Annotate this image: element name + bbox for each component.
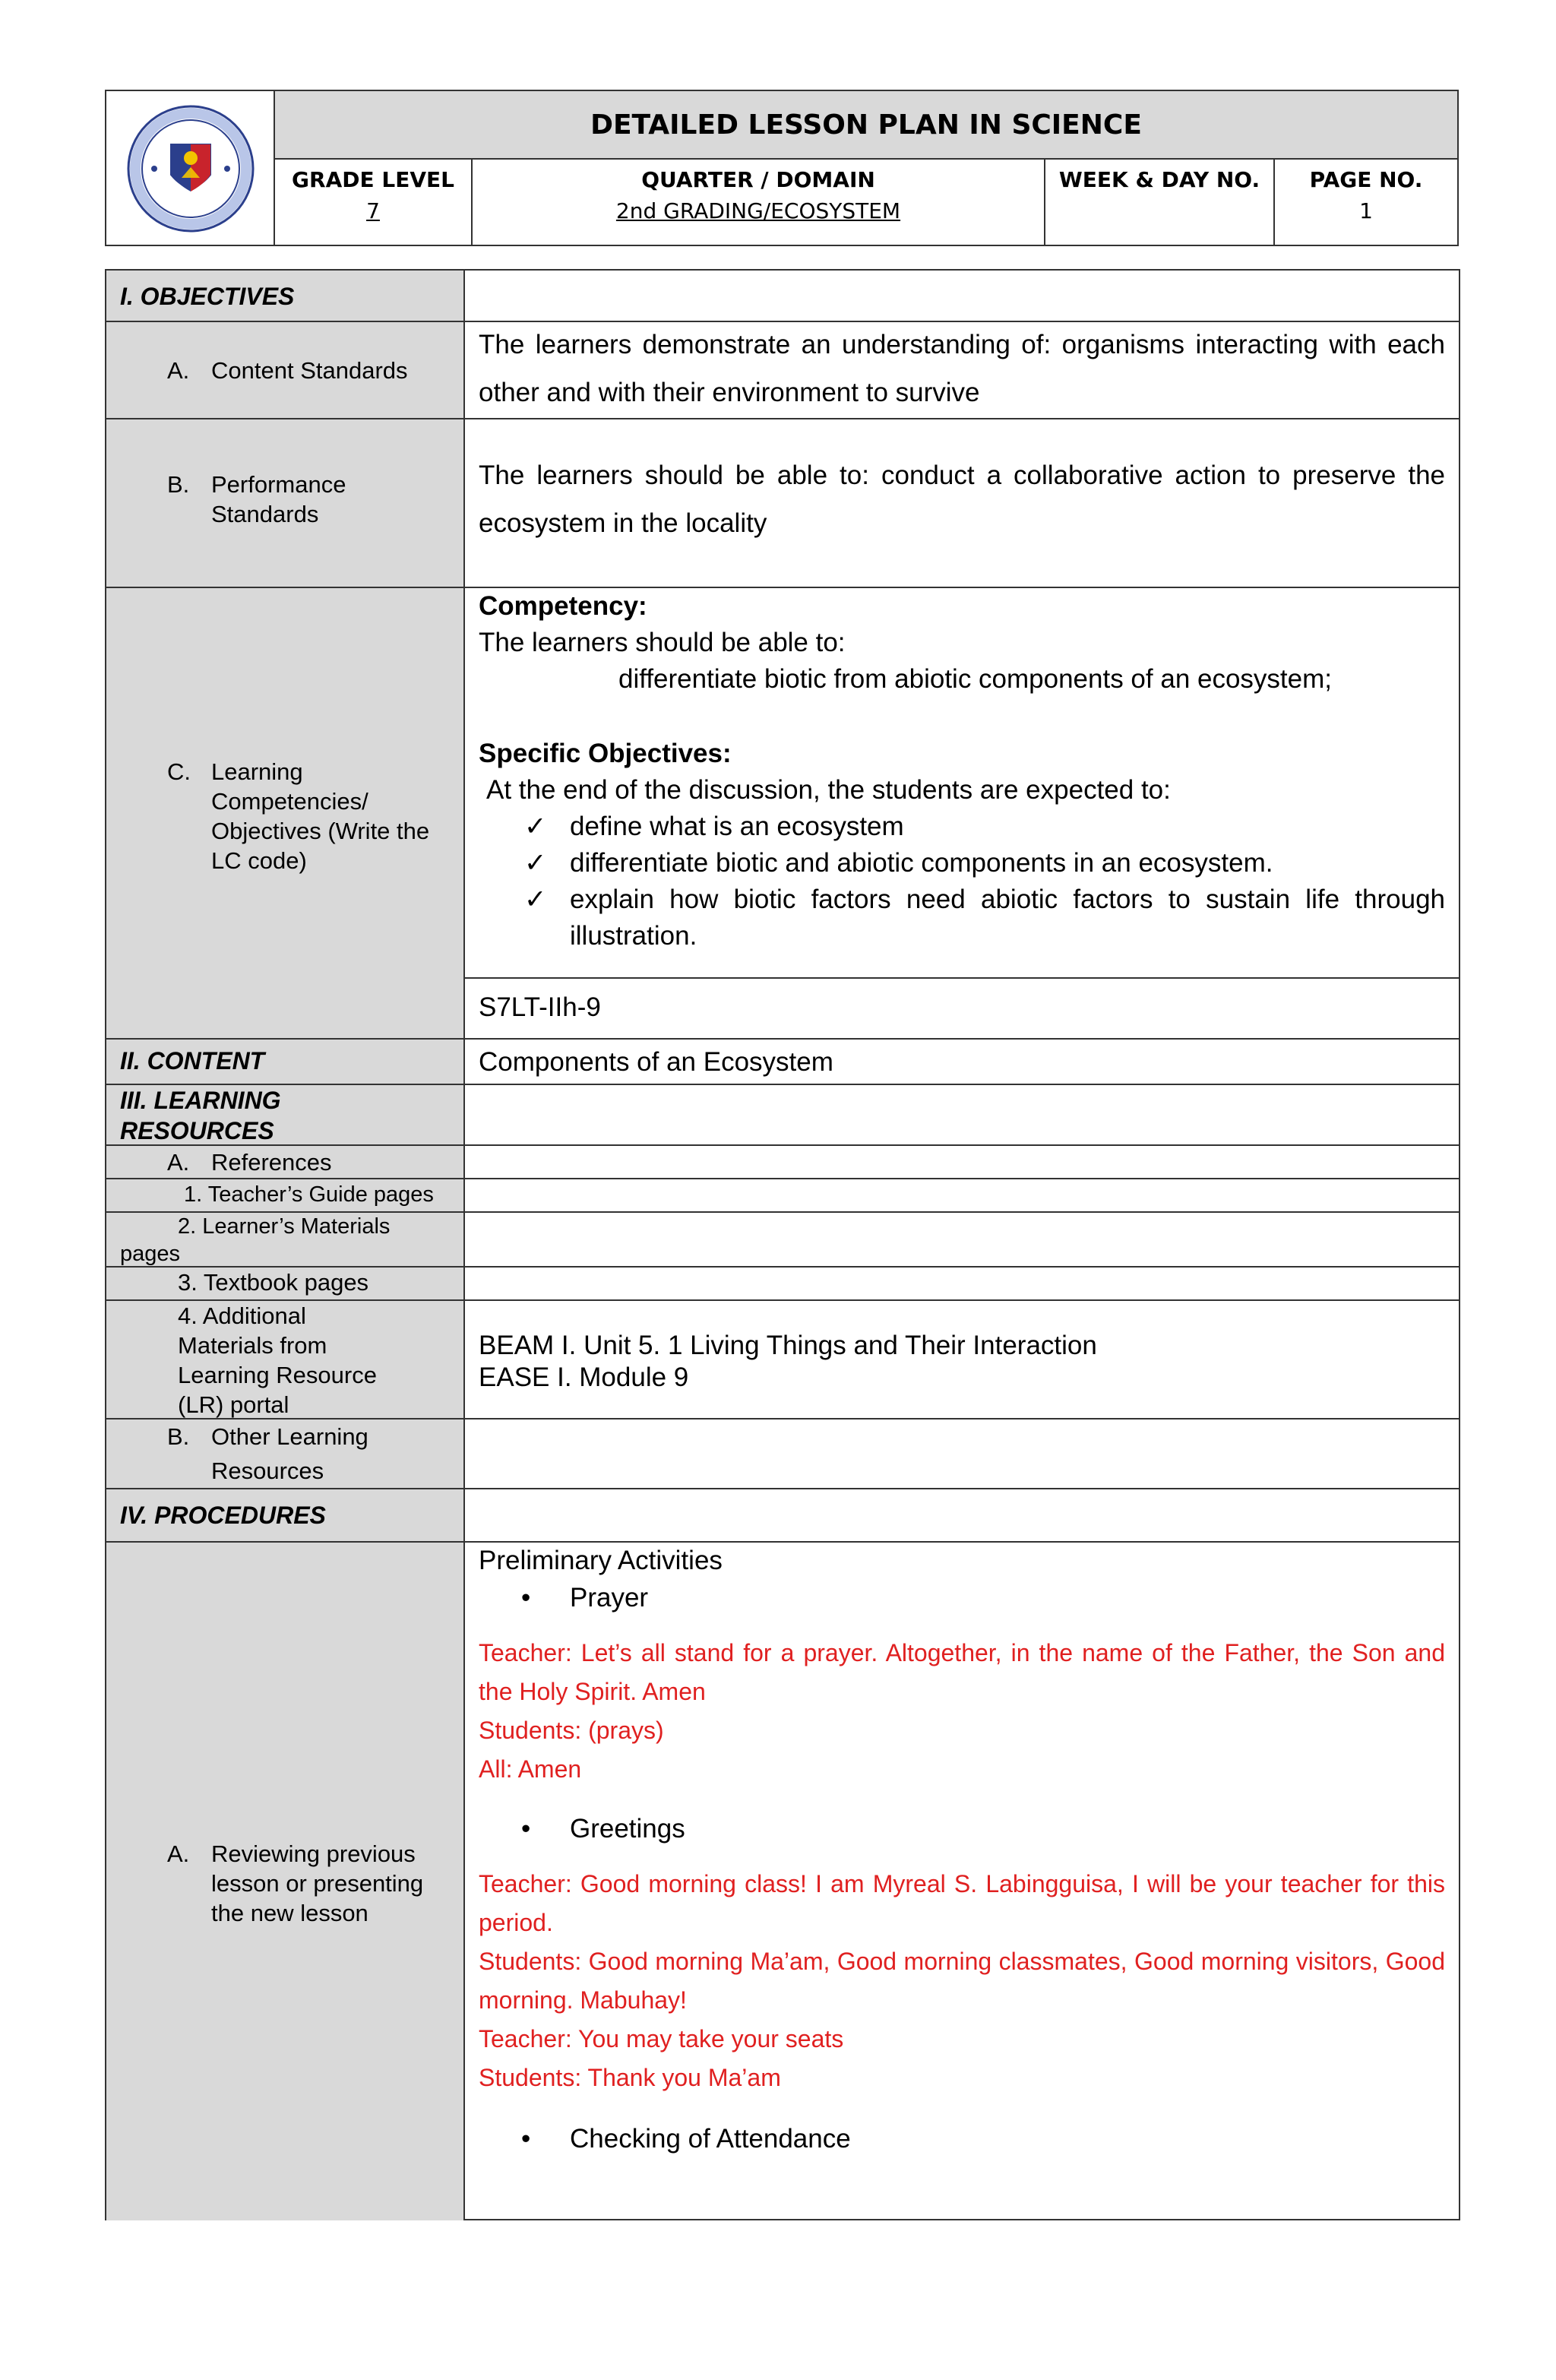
learners-materials-row [106, 1211, 1459, 1266]
procedures-heading-row [106, 1488, 1459, 1541]
lc-code-row [106, 977, 1459, 1038]
other-resources-label: B. Other Learning Resources [167, 1423, 368, 1484]
specific-objectives-intro: At the end of the discussion, the students are expected to: [486, 775, 1171, 805]
teachers-guide-label: 1. Teacher’s Guide pages [184, 1182, 434, 1207]
check-icon: ✓ [524, 812, 547, 841]
content-standards-row [106, 321, 1459, 418]
greeting-line: Teacher: You may take your seats [479, 2025, 844, 2052]
specific-objectives-heading: Specific Objectives: [479, 739, 732, 768]
bullet-icon: • [521, 2124, 531, 2154]
content-heading: II. CONTENT [120, 1047, 265, 1074]
references-label: A. References [167, 1149, 332, 1176]
prayer-line: Students: (prays) [479, 1717, 664, 1744]
specific-objective-item: ✓ explain how biotic factors need abiotic factors to sustain life through illustration. [479, 881, 1445, 954]
greeting-line: Students: Thank you Ma’am [479, 2064, 781, 2091]
deped-seal [106, 91, 275, 246]
quarter-domain-label: QUARTER / DOMAIN [641, 167, 875, 192]
lesson-plan-title: DETAILED LESSON PLAN IN SCIENCE [275, 91, 1457, 160]
quarter-domain-cell [473, 160, 1045, 246]
learning-competencies-row [106, 587, 1459, 1040]
grade-level-cell [275, 160, 473, 246]
learning-resources-heading-row [106, 1084, 1459, 1144]
teachers-guide-row [106, 1178, 1459, 1211]
content-row [106, 1038, 1459, 1084]
competency-intro: The learners should be able to: [479, 628, 846, 657]
performance-standards-row [106, 418, 1459, 587]
textbook-label: 3. Textbook pages [178, 1269, 369, 1296]
performance-standards-text: The learners should be able to: conduct a collaborative action to preserve the ecosystem in the locality [479, 460, 1445, 538]
check-icon: ✓ [524, 885, 547, 914]
learning-competencies-label: C. Learning Competencies/ Objectives (Write the LC code) [167, 758, 430, 874]
content-standards-label: A. Content Standards [167, 357, 408, 384]
learners-materials-label: 2. Learner’s Materials pages [120, 1214, 391, 1266]
grade-level-label: GRADE LEVEL [292, 167, 454, 192]
additional-materials-row [106, 1299, 1459, 1418]
lesson-plan-header [105, 90, 1459, 246]
specific-objective-item: ✓ define what is an ecosystem [479, 809, 1445, 845]
page-no-label: PAGE NO. [1309, 167, 1423, 192]
page-no-cell [1275, 160, 1457, 246]
reviewing-lesson-label: A. Reviewing previous lesson or presenting the new lesson [167, 1840, 424, 1926]
prayer-line: All: Amen [479, 1755, 582, 1783]
additional-material-beam: BEAM I. Unit 5. 1 Living Things and Their Interaction [479, 1331, 1097, 1360]
greeting-line: Students: Good morning Ma’am, Good morning classmates, Good morning visitors, Good morning. Mabuhay! [479, 1948, 1445, 2014]
prayer-item: • Prayer [479, 1579, 1445, 1617]
learning-resources-heading: III. LEARNING RESOURCES [120, 1087, 281, 1144]
deped-seal-icon [127, 105, 255, 233]
week-day-cell [1045, 160, 1275, 246]
objectives-heading-row [106, 271, 1459, 321]
procedures-heading: IV. PROCEDURES [120, 1502, 326, 1529]
prayer-line: Teacher: Let’s all stand for a prayer. Altogether, in the name of the Father, the Son and the Holy Spirit. Amen [479, 1639, 1445, 1705]
check-icon: ✓ [524, 848, 547, 878]
preliminary-activities: Preliminary Activities [479, 1546, 723, 1575]
content-text: Components of an Ecosystem [479, 1047, 833, 1077]
content-standards-text: The learners demonstrate an understanding of: organisms interacting with each other and with their environment to survive [479, 330, 1445, 407]
performance-standards-label: B. Performance Standards [167, 471, 346, 527]
lc-code: S7LT-IIh-9 [479, 992, 601, 1022]
bullet-icon: • [521, 1583, 531, 1613]
page-no-value: 1 [1359, 198, 1373, 223]
textbook-row [106, 1266, 1459, 1299]
reviewing-lesson-row [106, 1541, 1459, 2220]
competency-text: differentiate biotic from abiotic components of an ecosystem; [618, 664, 1333, 694]
greetings-item: • Greetings [479, 1810, 1445, 1848]
attendance-item: • Checking of Attendance [479, 2120, 1445, 2158]
other-resources-row [106, 1418, 1459, 1488]
lesson-plan-table [105, 269, 1460, 2220]
objectives-heading: I. OBJECTIVES [120, 283, 295, 310]
competency-heading: Competency: [479, 591, 647, 621]
quarter-domain-value: 2nd GRADING/ECOSYSTEM [615, 198, 901, 223]
greeting-line: Teacher: Good morning class! I am Myreal S. Labingguisa, I will be your teacher for this period. [479, 1870, 1445, 1936]
grade-level-value: 7 [366, 198, 380, 223]
additional-material-ease: EASE I. Module 9 [479, 1362, 689, 1392]
bullet-icon: • [521, 1814, 531, 1844]
specific-objective-item: ✓ differentiate biotic and abiotic components in an ecosystem. [479, 845, 1445, 881]
references-row [106, 1144, 1459, 1178]
week-day-label: WEEK & DAY NO. [1058, 167, 1260, 192]
additional-materials-label: 4. Additional Materials from Learning Resource (LR) portal [178, 1302, 377, 1418]
